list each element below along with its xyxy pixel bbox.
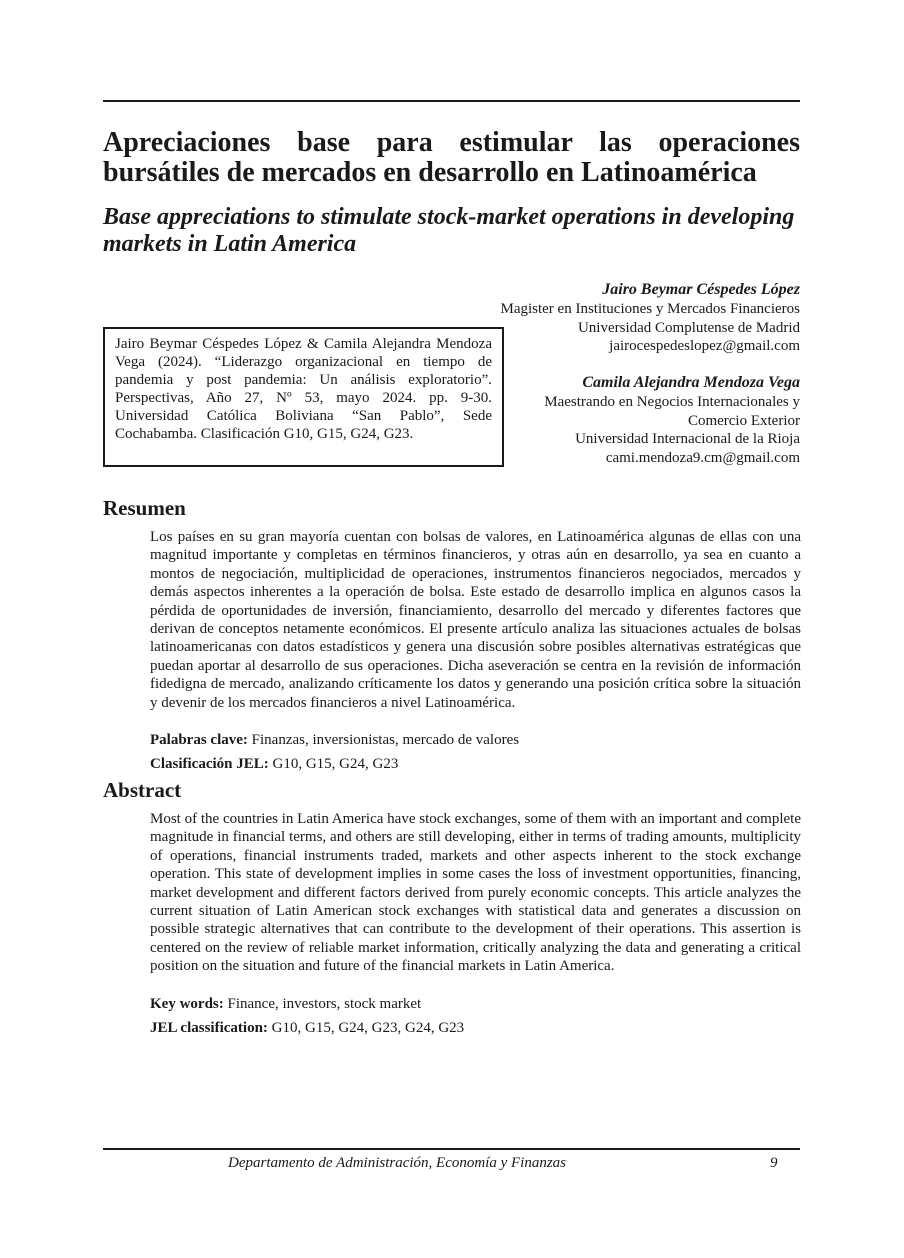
resumen-jel-label: Clasificación JEL:: [150, 756, 269, 772]
abstract-jel-value: G10, G15, G24, G23, G24, G23: [271, 1020, 465, 1036]
resumen-jel: [150, 756, 398, 773]
resumen-keywords-label: Palabras clave:: [150, 732, 248, 748]
title-english: Base appreciations to stimulate stock-market operations in developing markets in Latin America: [103, 204, 795, 257]
author-2-email[interactable]: cami.mendoza9.cm@gmail.com: [605, 449, 800, 466]
page-number: 9: [770, 1155, 778, 1171]
resumen-keywords: [150, 732, 519, 749]
abstract-jel: [150, 1020, 464, 1037]
abstract-keywords-value: Finance, investors, stock market: [227, 996, 422, 1012]
author-2-degree-line1: Maestrando en Negocios Internacionales y: [544, 394, 800, 410]
author-1: [500, 280, 800, 356]
author-2-degree-line2: Comercio Exterior: [687, 412, 800, 429]
resumen-heading: Resumen: [103, 496, 186, 520]
abstract-heading: Abstract: [103, 778, 182, 802]
title-spanish: Apreciaciones base para estimular las operaciones bursátiles de mercados en desarrollo en Latinoamérica: [103, 127, 800, 188]
top-rule: [103, 100, 800, 102]
author-2-name: Camila Alejandra Mendoza Vega: [582, 374, 800, 391]
abstract-keywords-label: Key words:: [150, 996, 224, 1012]
footer-department: Departamento de Administración, Economía y Finanzas: [228, 1155, 567, 1171]
author-1-degree: Magister en Instituciones y Mercados Financieros: [500, 301, 800, 317]
citation-text: Jairo Beymar Céspedes López & Camila Alejandra Mendoza Vega (2024). “Liderazgo organizacional en tiempo de pandemia y post pandemia: Un análisis exploratorio”. Perspectivas, Año 27, Nº 53, mayo 2024. pp. 9-30. Universidad Católica Boliviana “San Pablo”, Sede Cochabamba. Clasificación G10, G15, G24, G23.: [115, 336, 492, 442]
citation-box: [103, 327, 504, 467]
resumen-text: Los países en su gran mayoría cuentan con bolsas de valores, en Latinoamérica algunas de ellas con una magnitud importante y completas en términos financieros, y otras aún en desarrollo, ya sea en cuanto a montos de negociación, multiplicidad de operaciones, instrumentos financieros negociados, mercados y demás aspectos inherentes a la operación de bolsa. Este estado de desarrollo implica en algunos casos la pérdida de oportunidades de inversión, financiamiento, desarrollo del mercado y diferentes factores que derivan de conceptos netamente económicos. El presente artículo analiza las situaciones actuales de bolsas latinoamericanas con datos estadísticos y genera una discusión sobre posibles alternativas estratégicas que puedan aportar al desarrollo de sus operaciones. Dicha aseveración se centra en la revisión de información fidedigna de mercado, analizando críticamente los datos y generando una posición crítica sobre la situación y devenir de los mercados financieros a nivel Latinoamérica.: [150, 529, 801, 711]
abstract-jel-label: JEL classification:: [150, 1020, 268, 1036]
author-1-university: Universidad Complutense de Madrid: [577, 319, 800, 336]
author-2-university: Universidad Internacional de la Rioja: [575, 431, 800, 447]
author-1-email[interactable]: jairocespedeslopez@gmail.com: [609, 338, 800, 354]
resumen-jel-value: G10, G15, G24, G23: [272, 756, 399, 772]
author-2: [544, 373, 800, 467]
bottom-rule: [103, 1148, 800, 1150]
resumen-keywords-value: Finanzas, inversionistas, mercado de valores: [251, 732, 520, 748]
abstract-keywords: [150, 996, 421, 1013]
author-1-name: Jairo Beymar Céspedes López: [602, 281, 800, 298]
abstract-text: Most of the countries in Latin America have stock exchanges, some of them with an important and complete magnitude in financial terms, and others are still developing, either in terms of trading amounts, multiplicity of operations, financial instruments traded, markets and other aspects inherent to the stock exchange operation. This state of development implies in some cases the loss of investment opportunities, financing, market development and different factors derived from purely economic concepts. This article analyzes the current situation of Latin American stock exchanges with statistical data and generates a discussion on possible strategic alternatives that can contribute to the development of their operations. This assertion is centered on the review of reliable market information, critically analyzing the data and generating a critical position on the situation and future of the financial markets in Latin America.: [150, 811, 801, 975]
